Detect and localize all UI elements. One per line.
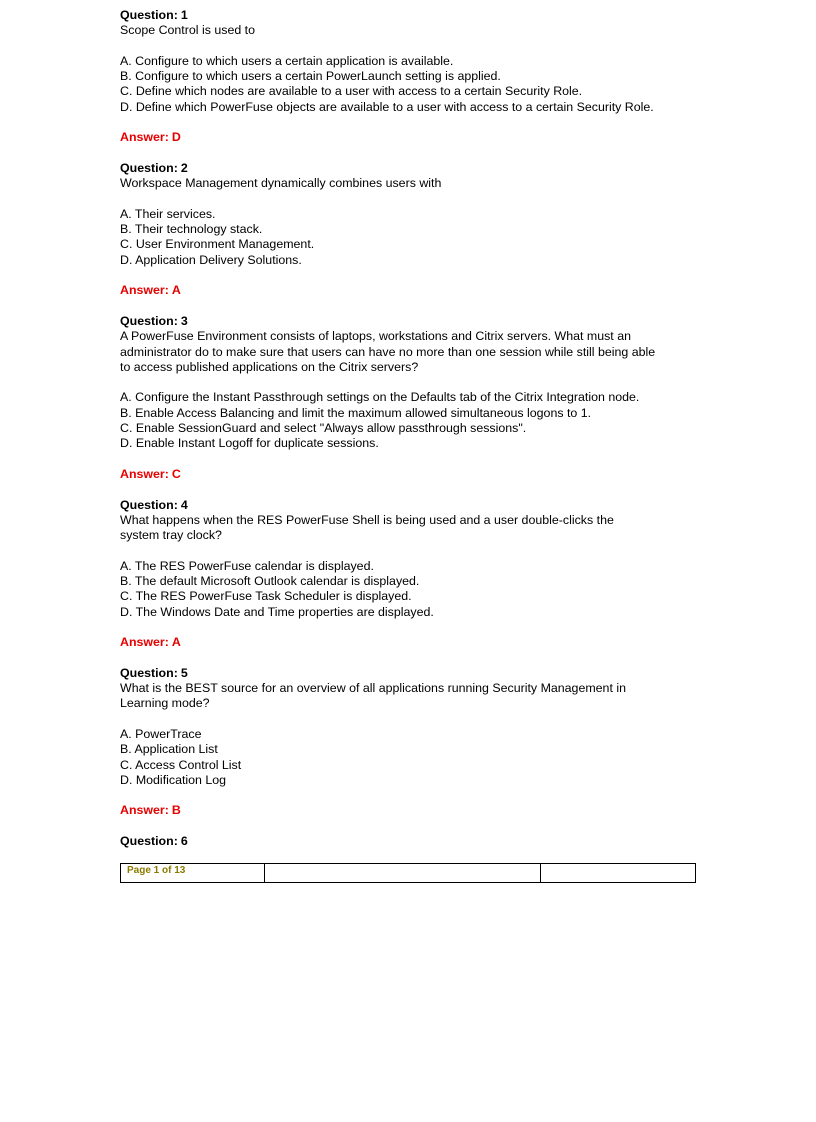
question-block-1 xyxy=(120,8,700,146)
footer-cell-middle xyxy=(265,864,541,882)
options-list xyxy=(120,727,700,788)
question-text: A PowerFuse Environment consists of laptops, workstations and Citrix servers. What must an administrator do to make sure that users can have no more than one session while still being able to access published applications on the Citrix servers? xyxy=(120,329,656,374)
answer-label: Answer: xyxy=(120,803,169,818)
question-heading xyxy=(120,666,700,681)
answer-label: Answer: xyxy=(120,635,169,650)
option-d: D. Application Delivery Solutions. xyxy=(120,252,302,267)
answer-value: D xyxy=(171,130,181,145)
answer-value: A xyxy=(171,283,181,298)
question-label: Question: xyxy=(120,497,178,512)
option-a: A. PowerTrace xyxy=(120,726,202,741)
question-number: 4 xyxy=(180,497,188,512)
question-label: Question: xyxy=(120,160,178,175)
question-block-4 xyxy=(120,498,700,651)
option-b: B. Application List xyxy=(120,742,218,757)
answer-line xyxy=(120,635,700,650)
answer-value: B xyxy=(171,803,181,818)
option-d: D. Modification Log xyxy=(120,772,227,787)
option-c: C. Access Control List xyxy=(120,757,242,772)
question-block-5 xyxy=(120,666,700,819)
question-label: Question: xyxy=(120,8,178,22)
answer-value: A xyxy=(171,635,181,650)
answer-label: Answer: xyxy=(120,283,169,298)
option-a: A. The RES PowerFuse calendar is displayed. xyxy=(120,558,374,573)
page-footer xyxy=(120,863,696,883)
answer-line xyxy=(120,283,700,298)
question-heading xyxy=(120,498,700,513)
answer-line xyxy=(120,803,700,818)
options-list xyxy=(120,54,700,115)
option-c: C. Enable SessionGuard and select "Always allow passthrough sessions". xyxy=(120,421,527,436)
question-heading xyxy=(120,8,700,23)
option-b: B. Enable Access Balancing and limit the maximum allowed simultaneous logons to 1. xyxy=(120,405,592,420)
question-block-6 xyxy=(120,834,700,849)
question-number: 6 xyxy=(180,834,188,849)
question-number: 5 xyxy=(180,665,188,680)
question-text: Scope Control is used to xyxy=(120,23,255,38)
question-number: 3 xyxy=(180,313,188,328)
option-d: D. Enable Instant Logoff for duplicate sessions. xyxy=(120,436,379,451)
question-block-2 xyxy=(120,161,700,299)
question-text: What happens when the RES PowerFuse Shell is being used and a user double-clicks the system tray clock? xyxy=(120,512,614,543)
document-page xyxy=(120,8,700,849)
answer-label: Answer: xyxy=(120,466,169,481)
options-list xyxy=(120,207,700,268)
footer-cell-page xyxy=(121,864,265,882)
question-label: Question: xyxy=(120,313,178,328)
option-b: B. The default Microsoft Outlook calendar is displayed. xyxy=(120,573,420,588)
option-d: D. Define which PowerFuse objects are available to a user with access to a certain Security Role. xyxy=(120,99,654,114)
option-c: C. The RES PowerFuse Task Scheduler is displayed. xyxy=(120,589,412,604)
option-a: A. Configure the Instant Passthrough settings on the Defaults tab of the Citrix Integration node. xyxy=(120,390,640,405)
question-text: Workspace Management dynamically combines users with xyxy=(120,176,442,191)
option-b: B. Their technology stack. xyxy=(120,222,263,237)
footer-cell-right xyxy=(541,864,695,882)
options-list xyxy=(120,559,700,620)
question-heading xyxy=(120,161,700,176)
question-heading xyxy=(120,834,700,849)
options-list xyxy=(120,390,700,451)
question-heading xyxy=(120,314,700,329)
answer-value: C xyxy=(171,466,181,481)
question-label: Question: xyxy=(120,665,178,680)
option-c: C. Define which nodes are available to a user with access to a certain Security Role. xyxy=(120,84,583,99)
option-c: C. User Environment Management. xyxy=(120,237,315,252)
answer-line xyxy=(120,130,700,145)
option-b: B. Configure to which users a certain PowerLaunch setting is applied. xyxy=(120,69,501,84)
option-a: A. Configure to which users a certain application is available. xyxy=(120,53,454,68)
question-number: 1 xyxy=(180,8,188,22)
page-number-label: Page 1 of 13 xyxy=(127,865,186,876)
question-label: Question: xyxy=(120,834,178,849)
option-d: D. The Windows Date and Time properties are displayed. xyxy=(120,604,434,619)
answer-label: Answer: xyxy=(120,130,169,145)
option-a: A. Their services. xyxy=(120,206,216,221)
question-number: 2 xyxy=(180,160,188,175)
answer-line xyxy=(120,467,700,482)
question-text: What is the BEST source for an overview of all applications running Security Management in Learning mode? xyxy=(120,681,626,711)
question-block-3 xyxy=(120,314,700,482)
